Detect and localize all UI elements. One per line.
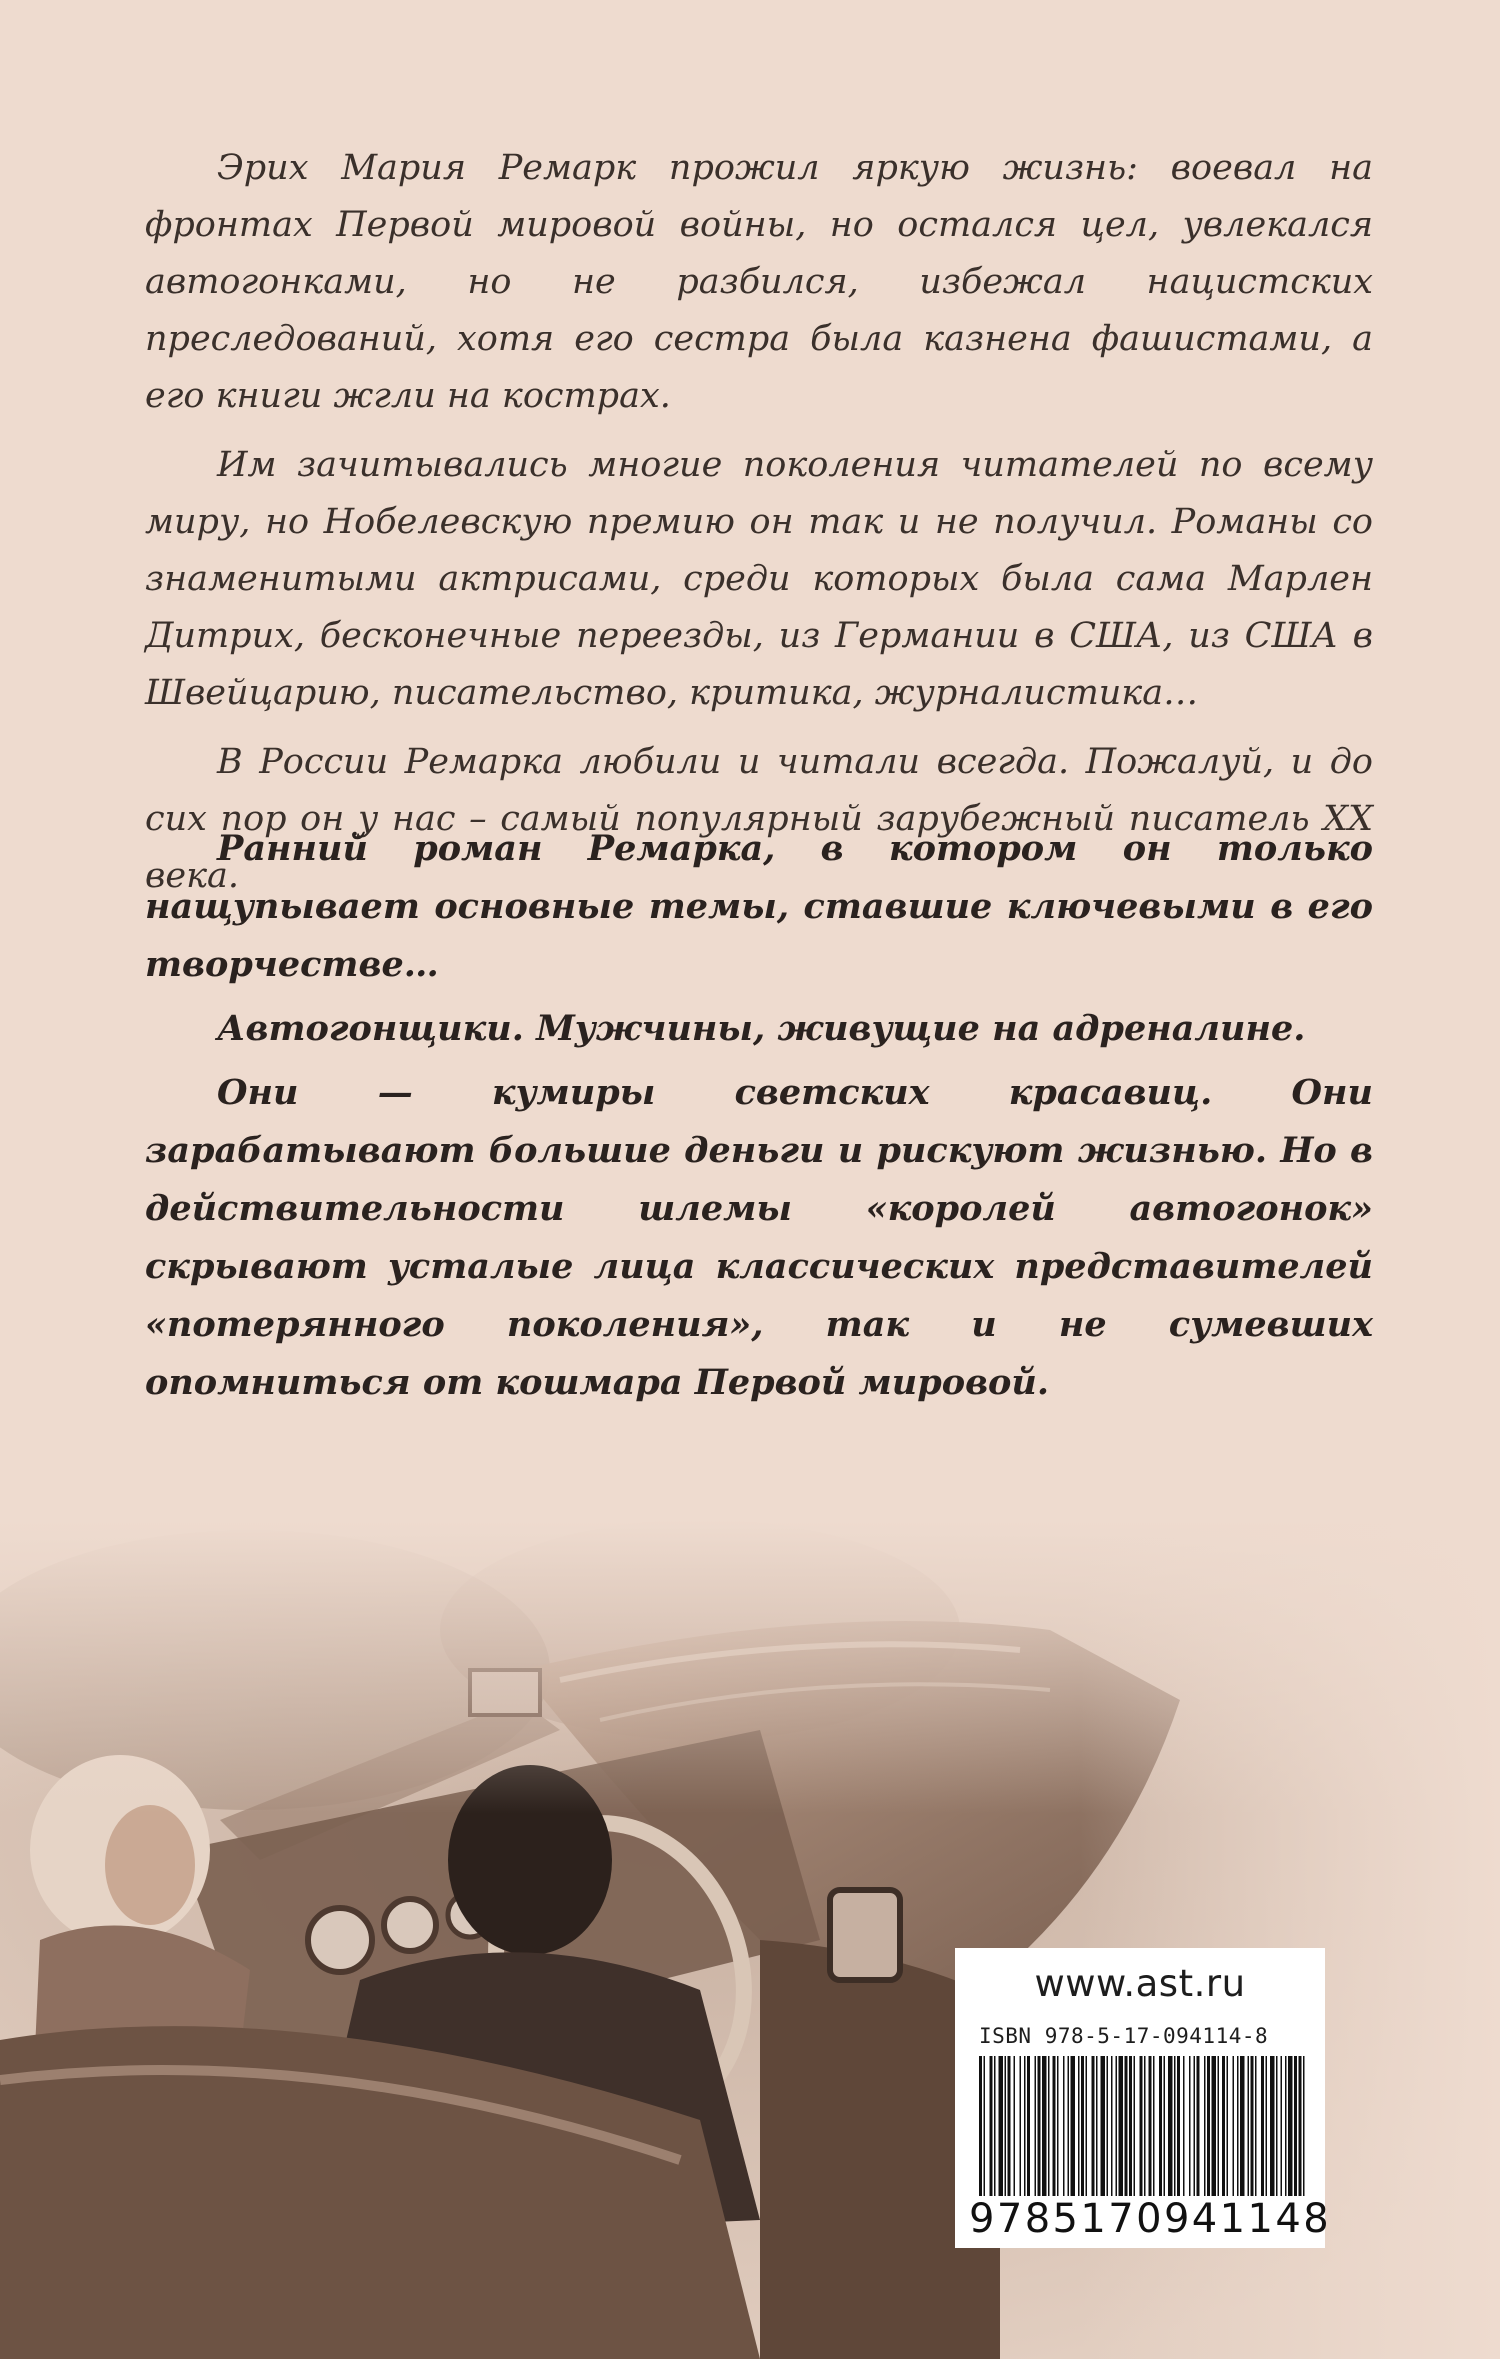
annotation-paragraph-3: Они — кумиры светских красавиц. Они зарабатывают большие деньги и рискуют жизнью. Но в действительности шлемы «королей автогонок» скрывают усталые лица классических представителей «потерянного поколения», так и не сумевших опомниться от кошмара Первой мировой.: [145, 1072, 1373, 1403]
ean-number: 9785170941148: [969, 2196, 1332, 2242]
isbn-label: ISBN 978-5-17-094114-8: [979, 2024, 1269, 2048]
annotation-paragraph-2: Автогонщики. Мужчины, живущие на адреналине.: [217, 1008, 1306, 1049]
about-paragraph-1: Эрих Мария Ремарк прожил яркую жизнь: воевал на фронтах Первой мировой войны, но остался цел, увлекался автогонками, но не разбился, избежал нацистских преследований, хотя его сестра была казнена фашистами, а его книги жгли на кострах.: [145, 148, 1373, 416]
annotation-paragraph-1: Ранний роман Ремарка, в котором он только нащупывает основные темы, ставшие ключевыми в его творчестве…: [145, 828, 1373, 985]
barcode-icon: [977, 2056, 1307, 2206]
about-paragraph-2: Им зачитывались многие поколения читателей по всему миру, но Нобелевскую премию он так и не получил. Романы со знаменитыми актрисами, среди которых была сама Марлен Дитрих, бесконечные переезды, из Германии в США, из США в Швейцарию, писательство, критика, журналистика…: [145, 445, 1373, 713]
barcode-block: [955, 1948, 1332, 2248]
about-paragraph-3: В России Ремарка любили и читали всегда. Пожалуй, и до сих пор он у нас – самый популярный зарубежный писатель XX века.: [145, 742, 1373, 896]
about-author-text: [145, 140, 1373, 917]
publisher-website: www.ast.ru: [1034, 1962, 1246, 2005]
book-annotation: [145, 820, 1373, 1418]
